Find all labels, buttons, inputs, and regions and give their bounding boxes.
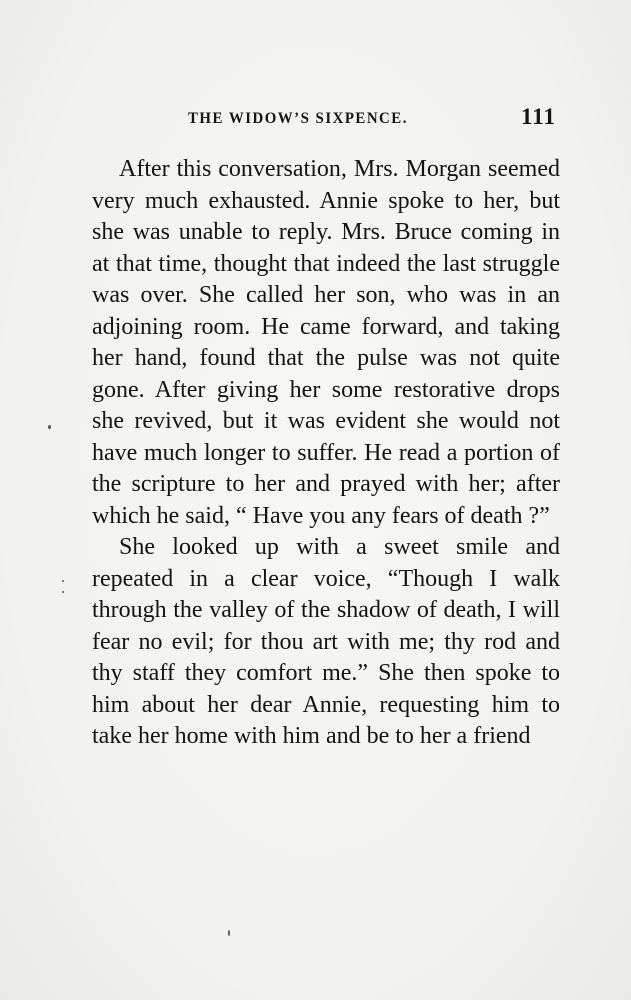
paragraph-1: After this conversation, Mrs. Morgan seemed very much exhausted. Annie spoke to her, but she was unable to reply. Mrs. Bruce coming in at that time, thought that indeed the last struggle was over. She called her son, who was in an adjoining room. He came forward, and taking her hand, found that the pulse was not quite gone. After giving her some restorative drops she revived, but it was evident she would not have much longer to suffer. He read a portion of the scripture to her and prayed with her; after which he said, “ Have you any fears of death ?” [92, 156, 560, 529]
print-speck [62, 580, 64, 582]
body-text [92, 154, 560, 753]
print-speck [62, 591, 64, 593]
running-header [92, 104, 560, 134]
paragraph-2: She looked up with a sweet smile and repeated in a clear voice, “Though I walk through the valley of the shadow of death, I will fear no evil; for thou art with me; thy rod and thy staff they comfort me.” She then spoke to him about her dear Annie, requesting him to take her home with him and be to her a friend [92, 534, 560, 749]
print-speck [228, 930, 230, 936]
page-number: 111 [521, 104, 556, 129]
print-speck [48, 425, 51, 429]
running-title: THE WIDOW’S SIXPENCE. [188, 110, 408, 127]
